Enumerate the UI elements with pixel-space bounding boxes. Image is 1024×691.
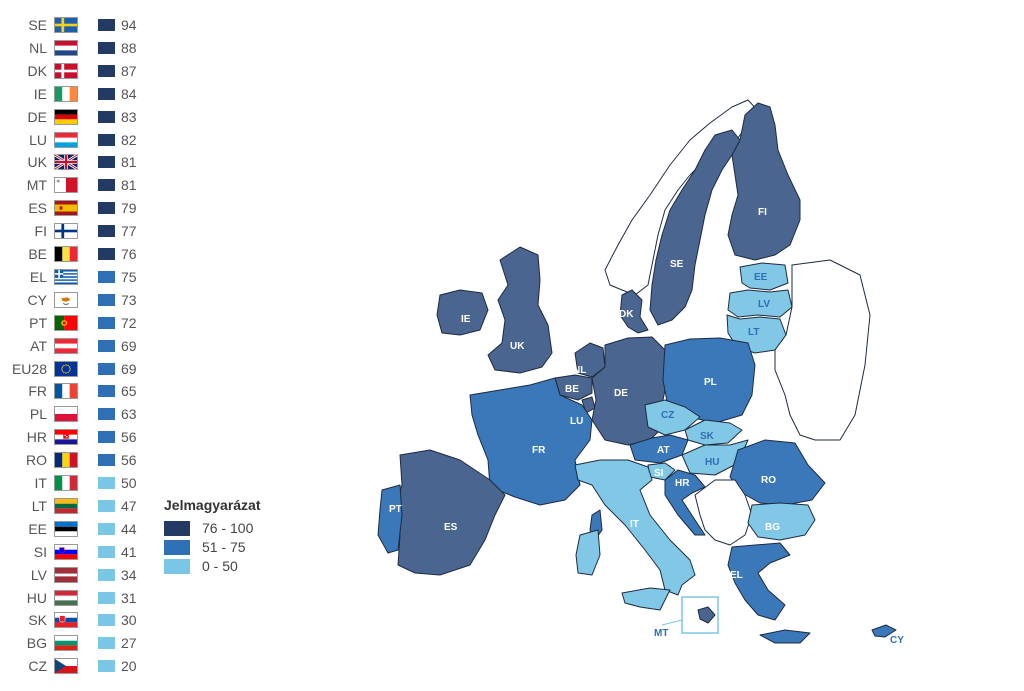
value-swatch <box>98 294 115 306</box>
region-bg <box>748 503 815 540</box>
ranking-row-ro <box>0 449 150 472</box>
ranking-row-se <box>0 14 150 37</box>
value-swatch <box>98 431 115 443</box>
map-label-es: ES <box>444 522 458 533</box>
country-value: 84 <box>121 85 137 102</box>
map-label-hu: HU <box>705 457 720 468</box>
ro-flag-icon <box>54 452 78 468</box>
map-label-pl: PL <box>704 377 717 388</box>
country-value: 31 <box>121 589 137 606</box>
el-flag-icon <box>54 269 78 285</box>
ranking-row-bg <box>0 632 150 655</box>
country-value: 69 <box>121 360 137 377</box>
sk-flag-icon <box>54 612 78 628</box>
map-label-se: SE <box>670 259 684 270</box>
map-label-lu: LU <box>570 416 584 427</box>
ranking-row-pt <box>0 312 150 335</box>
ranking-row-cy <box>0 289 150 312</box>
country-code: HR <box>26 429 47 446</box>
ranking-row-eu28 <box>0 358 150 381</box>
fi-flag-icon <box>54 223 78 239</box>
region-crete <box>760 630 810 643</box>
malta-inset-leader <box>662 620 682 625</box>
value-swatch <box>98 111 115 123</box>
country-code: FI <box>34 223 47 240</box>
country-code: LU <box>29 131 47 148</box>
country-code: SK <box>28 612 47 629</box>
map-label-fr: FR <box>532 445 546 456</box>
value-swatch <box>98 363 115 375</box>
dk-flag-icon <box>54 63 78 79</box>
country-value: 88 <box>121 39 137 56</box>
legend-label-low: 0 - 50 <box>202 558 238 574</box>
value-swatch <box>98 592 115 604</box>
ranking-row-nl <box>0 37 150 60</box>
eu-flag-icon <box>54 361 78 377</box>
legend-item-mid <box>164 538 344 557</box>
uk-flag-icon <box>54 154 78 170</box>
value-swatch <box>98 156 115 168</box>
mt-flag-icon <box>54 177 78 193</box>
value-swatch <box>98 271 115 283</box>
ranking-row-sk <box>0 609 150 632</box>
country-code: DE <box>27 108 47 125</box>
ranking-row-fi <box>0 220 150 243</box>
country-code: EE <box>28 520 47 537</box>
country-code: EU28 <box>11 360 47 377</box>
region-sicily <box>622 588 670 610</box>
ranking-row-si <box>0 541 150 564</box>
se-flag-icon <box>54 17 78 33</box>
ranking-row-cz <box>0 655 150 678</box>
value-swatch <box>98 500 115 512</box>
map-label-lt: LT <box>748 327 760 338</box>
lv-flag-icon <box>54 567 78 583</box>
country-value: 75 <box>121 268 137 285</box>
fr-flag-icon <box>54 383 78 399</box>
value-swatch <box>98 202 115 214</box>
country-value: 83 <box>121 108 137 125</box>
map-label-ie: IE <box>461 314 471 325</box>
ranking-row-uk <box>0 151 150 174</box>
map-label-nl: NL <box>573 365 587 376</box>
ranking-row-mt <box>0 174 150 197</box>
legend-item-low <box>164 557 344 576</box>
pt-flag-icon <box>54 315 78 331</box>
country-code: SI <box>33 543 47 560</box>
legend-item-high <box>164 519 344 538</box>
country-code: CY <box>27 291 47 308</box>
country-value: 63 <box>121 406 137 423</box>
legend <box>164 497 344 576</box>
cy-flag-icon <box>54 292 78 308</box>
region-sardinia <box>576 530 600 575</box>
country-value: 72 <box>121 314 137 331</box>
country-code: LT <box>31 497 47 514</box>
legend-title: Jelmagyarázat <box>164 497 261 513</box>
country-code: AT <box>30 337 47 354</box>
value-swatch <box>98 179 115 191</box>
map-label-el: EL <box>730 570 743 581</box>
ranking-row-hr <box>0 426 150 449</box>
map-label-bg: BG <box>765 522 780 533</box>
country-value: 94 <box>121 17 137 33</box>
nl-flag-icon <box>54 40 78 56</box>
map-label-it: IT <box>630 519 639 530</box>
cz-flag-icon <box>54 658 78 674</box>
value-swatch <box>98 19 115 31</box>
value-swatch <box>98 614 115 626</box>
value-swatch <box>98 637 115 649</box>
country-code: NL <box>29 39 47 56</box>
country-code: PL <box>29 406 47 423</box>
ranking-row-at <box>0 335 150 358</box>
map-label-fi: FI <box>758 207 767 218</box>
europe-map <box>360 95 904 655</box>
region-pt <box>378 485 402 553</box>
country-value: 50 <box>121 475 137 491</box>
country-code: ES <box>28 200 47 217</box>
country-value: 81 <box>121 177 137 194</box>
value-swatch <box>98 225 115 237</box>
country-value: 56 <box>121 429 137 446</box>
country-value: 27 <box>121 635 137 652</box>
country-value: 87 <box>121 62 137 79</box>
country-code: BE <box>28 246 47 262</box>
value-swatch <box>98 477 115 489</box>
ranking-row-dk <box>0 60 150 83</box>
value-swatch <box>98 660 115 672</box>
country-code: RO <box>26 452 47 469</box>
country-code: BG <box>26 635 47 652</box>
value-swatch <box>98 454 115 466</box>
map-label-de: DE <box>614 388 628 399</box>
ranking-row-es <box>0 197 150 220</box>
value-swatch <box>98 65 115 77</box>
legend-swatch-low <box>164 559 190 574</box>
value-swatch <box>98 408 115 420</box>
ranking-row-pl <box>0 403 150 426</box>
country-code: HU <box>26 589 47 606</box>
region-mt <box>698 607 715 623</box>
country-value: 41 <box>121 543 137 560</box>
value-swatch <box>98 88 115 100</box>
country-value: 69 <box>121 337 137 354</box>
ranking-row-be <box>0 243 150 266</box>
region-el <box>728 543 790 620</box>
region-uk <box>488 247 552 373</box>
country-value: 73 <box>121 291 137 308</box>
country-code: EL <box>29 268 47 285</box>
ranking-row-ie <box>0 83 150 106</box>
value-swatch <box>98 317 115 329</box>
country-value: 44 <box>121 520 137 537</box>
value-swatch <box>98 385 115 397</box>
country-code: UK <box>27 154 47 171</box>
country-code: DK <box>27 62 47 79</box>
es-flag-icon <box>54 200 78 216</box>
country-value: 77 <box>121 223 137 240</box>
legend-swatch-high <box>164 521 190 536</box>
country-value: 65 <box>121 383 137 400</box>
value-swatch <box>98 546 115 558</box>
value-swatch <box>98 569 115 581</box>
map-label-dk: DK <box>619 309 634 320</box>
value-swatch <box>98 42 115 54</box>
country-value: 34 <box>121 566 137 583</box>
ranking-row-el <box>0 266 150 289</box>
lu-flag-icon <box>54 132 78 148</box>
country-code: SE <box>28 17 47 33</box>
country-value: 81 <box>121 154 137 171</box>
map-label-cy: CY <box>890 635 904 646</box>
country-code: CZ <box>28 658 47 675</box>
country-code: FR <box>28 383 47 400</box>
map-label-si: SI <box>654 468 664 479</box>
ranking-row-fr <box>0 380 150 403</box>
country-code: IT <box>34 475 47 491</box>
map-label-be: BE <box>565 384 579 395</box>
ranking-row-hu <box>0 587 150 610</box>
country-value: 56 <box>121 452 137 469</box>
map-label-ro: RO <box>761 475 776 486</box>
bg-flag-icon <box>54 635 78 651</box>
country-value: 47 <box>121 497 137 514</box>
country-value: 82 <box>121 131 137 148</box>
si-flag-icon <box>54 544 78 560</box>
ee-flag-icon <box>54 521 78 537</box>
ie-flag-icon <box>54 86 78 102</box>
country-code: LV <box>30 566 47 583</box>
hu-flag-icon <box>54 590 78 606</box>
map-label-hr: HR <box>675 478 690 489</box>
ranking-row-ee <box>0 518 150 541</box>
value-swatch <box>98 134 115 146</box>
legend-swatch-mid <box>164 540 190 555</box>
pl-flag-icon <box>54 406 78 422</box>
map-label-cz: CZ <box>661 410 675 421</box>
at-flag-icon <box>54 338 78 354</box>
country-code: MT <box>26 177 47 194</box>
map-label-sk: SK <box>700 431 714 442</box>
ranking-row-it <box>0 472 150 495</box>
region-non-eu-east <box>775 260 870 440</box>
legend-label-high: 76 - 100 <box>202 520 254 536</box>
map-label-ee: EE <box>754 272 768 283</box>
lt-flag-icon <box>54 498 78 514</box>
legend-label-mid: 51 - 75 <box>202 539 246 555</box>
value-swatch <box>98 248 115 260</box>
country-value: 30 <box>121 612 137 629</box>
map-label-pt: PT <box>389 504 402 515</box>
country-value: 79 <box>121 200 137 217</box>
map-label-at: AT <box>657 445 670 456</box>
country-value: 76 <box>121 246 137 262</box>
country-code: PT <box>29 314 47 331</box>
ranking-row-de <box>0 106 150 129</box>
ranking-row-lt <box>0 495 150 518</box>
be-flag-icon <box>54 246 78 262</box>
country-value: 20 <box>121 658 137 675</box>
ranking-row-lv <box>0 564 150 587</box>
map-label-uk: UK <box>510 341 525 352</box>
it-flag-icon <box>54 475 78 491</box>
value-swatch <box>98 523 115 535</box>
region-ie <box>437 290 488 335</box>
de-flag-icon <box>54 109 78 125</box>
ranking-row-lu <box>0 129 150 152</box>
country-code: IE <box>33 85 47 102</box>
map-label-lv: LV <box>758 299 771 310</box>
map-label-mt: MT <box>654 628 669 639</box>
value-swatch <box>98 340 115 352</box>
hr-flag-icon <box>54 429 78 445</box>
